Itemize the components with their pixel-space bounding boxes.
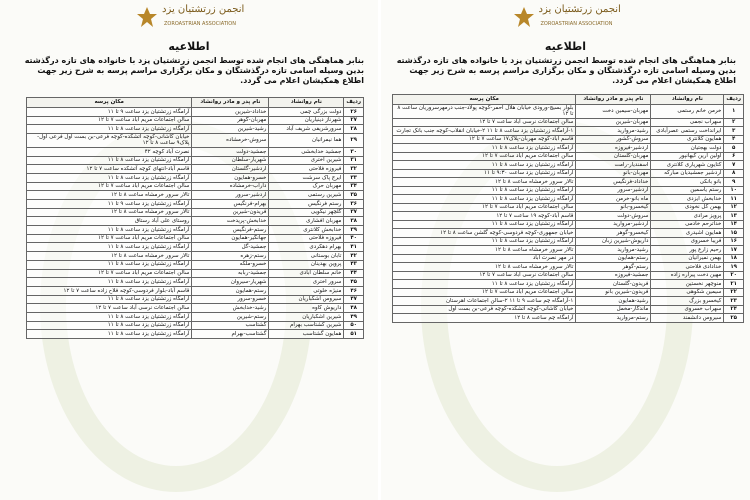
cell-name: بانو بانکی xyxy=(651,178,724,187)
cell-parent: گشتاسب-بهرام xyxy=(192,330,269,339)
cell-parent: خدابخش-پریدخت xyxy=(192,217,269,226)
cell-location: نصرت آباد کوچه ۴۲ xyxy=(27,147,192,156)
cell-location: سالن اجتماعات نرسی آباد ساعت ۷ تا ۱۲ xyxy=(27,304,192,313)
cell-parent: اسفندیار-رامت xyxy=(576,161,651,170)
cell-num: ۳۴ xyxy=(344,182,364,191)
col-header-location: مکان پرسه xyxy=(393,95,576,105)
cell-location: آرامگاه زرتشتیان یزد ساعت ۸ تا ۱۱ xyxy=(27,295,192,304)
cell-location: آرامگاه زرتشتیان یزد ساعت ۸ تا ۱۱ xyxy=(27,156,192,165)
cell-parent: سروش-خرمشاده xyxy=(192,134,269,148)
cell-location: روستای علی آباد رستاق xyxy=(27,217,192,226)
cell-name: سیروس دانشمند xyxy=(651,314,724,323)
cell-name: خرمن خانم رستمی xyxy=(651,105,724,119)
table-row xyxy=(27,252,364,261)
cell-parent: رستم-فرنگیس xyxy=(192,226,269,235)
notice-page-right xyxy=(381,0,750,500)
cell-name: خدادادی فلاحتی xyxy=(651,263,724,272)
cell-parent: خسرو-سرور xyxy=(192,295,269,304)
table-row xyxy=(27,269,364,278)
cell-name: شهرناز دینیاریان xyxy=(269,116,344,125)
cell-parent: رشید-همایون xyxy=(576,297,651,306)
cell-parent: جمشید-گل xyxy=(192,243,269,252)
cell-num: ۴۹ xyxy=(344,312,364,321)
table-row xyxy=(393,169,744,178)
cell-num: ۲۸ xyxy=(344,125,364,134)
table-row xyxy=(27,295,364,304)
cell-num: ۲۴ xyxy=(724,305,744,314)
cell-location: سالن اجتماعات مریم آباد ساعت ۷ تا ۱۲ xyxy=(27,182,192,191)
cell-num: ۹ xyxy=(724,178,744,187)
cell-location: تالار سرور خرمشاه ساعت ۸ تا ۱۲ xyxy=(27,252,192,261)
cell-name: رستم فرنگیس xyxy=(269,200,344,209)
table-row xyxy=(27,182,364,191)
cell-num: ۱۲ xyxy=(724,203,744,212)
table-row xyxy=(393,263,744,272)
cell-num: ۴۲ xyxy=(344,252,364,261)
association-logo xyxy=(511,3,621,39)
cell-name: رحیم زارع پور xyxy=(651,246,724,255)
cell-location: در مهر نصرت آباد xyxy=(393,254,576,263)
table-row xyxy=(27,217,364,226)
cell-location: سالن اجتماعات مریم آباد ساعت ۷ تا ۱۲ xyxy=(393,152,576,161)
cell-name: اردشیر جمشیدیان مبارکه xyxy=(651,169,724,178)
cell-name: بهرام دهکردی xyxy=(269,243,344,252)
cell-parent: رستم-همایون xyxy=(576,254,651,263)
cell-location: آرامگاه زرتشتیان یزد ساعت ۹:۳۰ تا ۱۱ xyxy=(393,169,576,178)
logo-subtext: ZOROASTRIAN ASSOCIATION xyxy=(164,21,236,27)
table-row xyxy=(27,173,364,182)
cell-num: ۲۱ xyxy=(724,280,744,289)
cell-num: ۵ xyxy=(724,144,744,153)
table-row xyxy=(393,237,744,246)
cell-parent: داراب-خرمشاده xyxy=(192,182,269,191)
col-header-num: ردیف xyxy=(344,98,364,108)
cell-name: خانم سلطان آبادی xyxy=(269,269,344,278)
cell-location: سالن اجتماعات مریم آباد ساعت ۷ تا ۱۲ xyxy=(27,116,192,125)
cell-location: قاسم آباد-انتهای کوچه آتشکده ساعت ۷ تا ۱۲ xyxy=(27,165,192,174)
table-row xyxy=(393,280,744,289)
cell-name: پرویز مرادی xyxy=(651,212,724,221)
table-row xyxy=(27,156,364,165)
table-row xyxy=(27,165,364,174)
cell-parent: سروش-کشور xyxy=(576,135,651,144)
cell-parent: شهریار-سیروان xyxy=(192,278,269,287)
cell-location: آرامگاه زرتشتیان یزد ساعت ۸ تا ۱۱ xyxy=(27,260,192,269)
cell-parent: جمشید-دولت xyxy=(192,147,269,156)
cell-parent: جمشید-ربابه xyxy=(192,269,269,278)
cell-location: آرامگاه زرتشتیان یزد ساعت ۸ تا ۱۱ xyxy=(27,330,192,339)
cell-parent: اردشیر-مروارید xyxy=(576,220,651,229)
cell-num: ۴۶ xyxy=(344,286,364,295)
cell-parent: رشید-خدابخش xyxy=(192,304,269,313)
deceased-table xyxy=(392,94,744,323)
cell-location: آرامگاه زرتشتیان یزد ساعت ۸ تا ۱۱ xyxy=(27,278,192,287)
cell-location: تالار سرور خرمشاه ساعت ۸ تا ۱۲ xyxy=(27,208,192,217)
cell-parent: رستم-همایون xyxy=(192,286,269,295)
cell-location: آرامگاه زرتشتیان یزد ساعت ۸ تا ۱۱ xyxy=(393,280,576,289)
cell-num: ۱۹ xyxy=(724,263,744,272)
table-row xyxy=(27,330,364,339)
cell-name: تابان بوستانی xyxy=(269,252,344,261)
table-row xyxy=(27,234,364,243)
cell-num: ۶ xyxy=(724,152,744,161)
cell-num: ۷ xyxy=(724,161,744,170)
table-row xyxy=(27,321,364,330)
cell-num: ۴۱ xyxy=(344,243,364,252)
table-row xyxy=(393,254,744,263)
cell-parent: ماندگار-مخمل xyxy=(576,305,651,314)
cell-location: قاسم آباد-کوچه مهربان-پلاک۱۷ ساعت ۷ تا ۱۲ xyxy=(393,135,576,144)
table-row xyxy=(393,105,744,119)
table-row xyxy=(27,312,364,321)
cell-num: ۴۳ xyxy=(344,260,364,269)
cell-parent: رستم-زهره xyxy=(192,252,269,261)
cell-name: اولین آرین کیهانپور xyxy=(651,152,724,161)
table-row xyxy=(393,186,744,195)
cell-location: ۱-آرامگاه زرتشتیان یزد ساعت ۸ تا ۱۱ ۲-خیابان انقلاب-کوچه جنب بانک تجارت xyxy=(393,127,576,136)
table-row xyxy=(27,147,364,156)
cell-location: تالار سرور خرمشاه ساعت ۸ تا ۱۲ xyxy=(393,178,576,187)
table-row xyxy=(393,152,744,161)
table-row xyxy=(27,226,364,235)
table-row xyxy=(393,178,744,187)
cell-num: ۱۰ xyxy=(724,186,744,195)
cell-num: ۲۶ xyxy=(344,108,364,117)
table-row xyxy=(27,134,364,148)
table-row xyxy=(393,161,744,170)
table-row xyxy=(393,297,744,306)
cell-parent: کیخسرو-گوهر xyxy=(576,229,651,238)
cell-parent: مهربان-گوهر xyxy=(192,116,269,125)
table-row xyxy=(27,286,364,295)
cell-location: سالن اجتماعات مریم آباد ساعت ۷ تا ۱۲ xyxy=(393,203,576,212)
table-header-row xyxy=(393,95,744,105)
table-row xyxy=(27,208,364,217)
table-row xyxy=(393,195,744,204)
table-row xyxy=(27,108,364,117)
cell-location: آرامگاه زرتشتیان یزد ساعت ۹ تا ۱۱ xyxy=(27,200,192,209)
cell-name: ایرج پاک سرشت xyxy=(269,173,344,182)
cell-parent: رشید-مروارید xyxy=(576,127,651,136)
cell-num: ۳ xyxy=(724,127,744,136)
cell-name: کیخسرو بزرگ xyxy=(651,297,724,306)
cell-name: سیمین شکوهی xyxy=(651,288,724,297)
table-row xyxy=(393,305,744,314)
cell-location: قاسم آباد-بلوار فردوسی-کوچه فلاح زاده ساعت ۷ تا ۱۲ xyxy=(27,286,192,295)
cell-parent: جمشید-فیروزه xyxy=(576,271,651,280)
cell-name: مهربان افشاری xyxy=(269,217,344,226)
cell-name: خدابخش کلانتری xyxy=(269,226,344,235)
col-header-parent: نام پدر و مادر روانشاد xyxy=(192,98,269,108)
cell-location: آرامگاه زرتشتیان یزد ساعت ۸ تا ۱۱ xyxy=(27,173,192,182)
cell-num: ۲۹ xyxy=(344,134,364,148)
cell-location: آرامگاه زرتشتیان یزد ساعت ۸ تا ۱۱ xyxy=(27,226,192,235)
cell-name: هما نیمرانیان xyxy=(269,134,344,148)
cell-parent: رستم-مروارید xyxy=(576,314,651,323)
col-header-name: نام روانشاد xyxy=(651,95,724,105)
cell-num: ۱۳ xyxy=(724,212,744,221)
cell-num: ۲۲ xyxy=(724,288,744,297)
table-row xyxy=(27,304,364,313)
cell-parent: داریوش-شیرین زبان xyxy=(576,237,651,246)
cell-name: گلچهر نیکویی xyxy=(269,208,344,217)
table-row xyxy=(393,127,744,136)
cell-name: مهین دخت پیراره زاده xyxy=(651,271,724,280)
cell-num: ۳۳ xyxy=(344,173,364,182)
cell-name: شیرین رستمی xyxy=(269,191,344,200)
col-header-num: ردیف xyxy=(724,95,744,105)
cell-num: ۳۲ xyxy=(344,165,364,174)
cell-parent: اردشیر-فیروزه xyxy=(576,144,651,153)
logo-emblem-icon xyxy=(511,5,537,31)
cell-num: ۱۱ xyxy=(724,195,744,204)
cell-name: بهمن نمیرانیان xyxy=(651,254,724,263)
cell-name: خدابخش ایزدی xyxy=(651,195,724,204)
cell-location: خیابان کاشانی-کوچه آتشکده-کوچه فرعی-بن بست اول xyxy=(393,305,576,314)
cell-parent: خسرو-همایون xyxy=(192,173,269,182)
cell-num: ۳۶ xyxy=(344,200,364,209)
cell-parent: رستم-شیرین xyxy=(192,312,269,321)
cell-location: آرامگاه زرتشتیان یزد ساعت ۹ تا ۱۱ xyxy=(27,108,192,117)
cell-location: آرامگاه زرتشتیان یزد ساعت ۸ تا ۱۱ xyxy=(27,125,192,134)
cell-num: ۳۱ xyxy=(344,156,364,165)
cell-num: ۵۱ xyxy=(344,330,364,339)
cell-parent: فریدون-شیرین xyxy=(192,208,269,217)
cell-name: داریوش کاوه xyxy=(269,304,344,313)
logo-subtext: ZOROASTRIAN ASSOCIATION xyxy=(540,21,613,27)
cell-parent: سروش-دولت xyxy=(576,212,651,221)
cell-parent: مهربان-گلستان xyxy=(576,152,651,161)
cell-location: تالار سرور خرمشاه ساعت ۸ تا ۱۲ xyxy=(27,191,192,200)
table-row xyxy=(27,191,364,200)
cell-name: خداترحم خادمی xyxy=(651,220,724,229)
cell-name: همایون کلانتری xyxy=(651,135,724,144)
cell-num: ۳۵ xyxy=(344,191,364,200)
cell-parent: مهربان-شیرین xyxy=(576,118,651,127)
cell-parent: مهربان-بانو xyxy=(576,169,651,178)
logo-text: انجمن زرتشتیان یزد xyxy=(162,4,245,15)
cell-parent: رستم-گوهر xyxy=(576,263,651,272)
cell-parent: شهریار-سلطان xyxy=(192,156,269,165)
cell-num: ۳۰ xyxy=(344,147,364,156)
cell-parent: خداداد-شیرین xyxy=(192,108,269,117)
cell-num: ۲۷ xyxy=(344,116,364,125)
table-row xyxy=(393,229,744,238)
cell-num: ۲۰ xyxy=(724,271,744,280)
logo-emblem-icon xyxy=(134,5,160,31)
cell-name: سیروس اشکباریان xyxy=(269,295,344,304)
cell-parent: بهرام-فرنگیس xyxy=(192,200,269,209)
cell-location: آرامگاه زرتشتیان یزد ساعت ۸ تا ۱۱ xyxy=(393,186,576,195)
deceased-table xyxy=(26,97,364,339)
cell-parent: اردشیر-گلستان xyxy=(192,165,269,174)
cell-parent: رشید-مروارید xyxy=(576,246,651,255)
cell-location: آرامگاه زرتشتیان یزد ساعت ۸ تا ۱۱ xyxy=(393,144,576,153)
cell-name: فیروزه فلاحتی xyxy=(269,234,344,243)
cell-location: خیابان جمهوری-کوچه فردوسی-کوچه گلشن ساعت ۸ تا ۱۲ xyxy=(393,229,576,238)
cell-name: سرور اختری xyxy=(269,278,344,287)
table-row xyxy=(27,116,364,125)
intro-text: بنابر هماهنگی های انجام شده توسط انجمن زرتشتیان یزد با خانواده های تازه درگذشته بدین وسیله اسامی تازه درگذشتگان و مکان برگزاری مراسم پرسه به شرح زیر جهت اطلاع همکیشان اعلام می گردد. xyxy=(396,56,736,85)
cell-location: قاسم آباد-کوچه ۱۹ ساعت ۷ تا ۱۲ xyxy=(393,212,576,221)
cell-num: ۳۸ xyxy=(344,217,364,226)
cell-num: ۴۴ xyxy=(344,269,364,278)
table-row xyxy=(393,246,744,255)
table-row xyxy=(393,220,744,229)
cell-parent: فریدون-گلستان xyxy=(576,280,651,289)
table-row xyxy=(393,144,744,153)
page-title: اطلاعیه xyxy=(168,40,210,53)
cell-name: همایون گشتاسب xyxy=(269,330,344,339)
cell-parent: خداداد-فرنگیس xyxy=(576,178,651,187)
cell-location: آرامگاه زرتشتیان یزد ساعت ۸ تا ۱۱ xyxy=(393,220,576,229)
cell-location: آرامگاه زرتشتیان یزد ساعت ۸ تا ۱۱ xyxy=(393,161,576,170)
cell-parent: کیخسرو-بانو xyxy=(576,203,651,212)
table-row xyxy=(393,135,744,144)
table-row xyxy=(27,200,364,209)
table-row xyxy=(393,271,744,280)
table-row xyxy=(27,125,364,134)
cell-name: جمشید خدابخشی xyxy=(269,147,344,156)
cell-name: سرورشریفی شریف آباد xyxy=(269,125,344,134)
cell-name: شیرین اشکباریان xyxy=(269,312,344,321)
cell-num: ۸ xyxy=(724,169,744,178)
cell-parent: جهانگیر-همایون xyxy=(192,234,269,243)
cell-name: بهمن کل نخودی xyxy=(651,203,724,212)
cell-name: شیرین اختری xyxy=(269,156,344,165)
cell-name: کتایون شهریاری کلانتری xyxy=(651,161,724,170)
col-header-parent: نام پدر و مادر روانشاد xyxy=(576,95,651,105)
cell-name: منیژه خلوتی xyxy=(269,286,344,295)
cell-location: ۱-آرامگاه چم ساعت ۹ تا ۱۱ ۲-سالن اجتماعات اهرستان xyxy=(393,297,576,306)
cell-parent: مهربان-سیمین دخت xyxy=(576,105,651,119)
cell-parent: اردشیر-سرور xyxy=(192,191,269,200)
table-row xyxy=(393,314,744,323)
cell-num: ۵۰ xyxy=(344,321,364,330)
cell-parent: رشید-شیرین xyxy=(192,125,269,134)
association-logo xyxy=(134,3,244,39)
cell-location: آرامگاه زرتشتیان یزد ساعت ۸ تا ۱۱ xyxy=(27,312,192,321)
cell-name: سهراب خسروی xyxy=(651,305,724,314)
cell-location: سالن اجتماعات نرسی آباد ساعت ۷ تا ۱۲ xyxy=(393,271,576,280)
table-row xyxy=(393,203,744,212)
cell-num: ۴۷ xyxy=(344,295,364,304)
cell-num: ۳۹ xyxy=(344,226,364,235)
cell-location: سالن اجتماعات مریم آباد ساعت ۷ تا ۱۲ xyxy=(27,234,192,243)
cell-num: ۴۵ xyxy=(344,278,364,287)
cell-name: سهراب نجمی xyxy=(651,118,724,127)
cell-num: ۱۸ xyxy=(724,254,744,263)
cell-name: شیرین کشتاسب بهرام xyxy=(269,321,344,330)
cell-name: فیروزه فلاحتی xyxy=(269,165,344,174)
table-row xyxy=(393,288,744,297)
table-row xyxy=(393,118,744,127)
cell-location: آرامگاه زرتشتیان یزد ساعت ۸ تا ۱۱ xyxy=(27,321,192,330)
cell-location: بلوار بسیج-ورودی خیابان هلال احمر-کوچه پولاد-جنب درمهرسروریان ساعت ۸ تا ۱۲ xyxy=(393,105,576,119)
cell-name: فریبا خسروی xyxy=(651,237,724,246)
cell-parent: اردشیر-سرور xyxy=(576,186,651,195)
table-row xyxy=(27,260,364,269)
col-header-name: نام روانشاد xyxy=(269,98,344,108)
cell-num: ۲۳ xyxy=(724,297,744,306)
cell-parent: فریدون-شیرین بانو xyxy=(576,288,651,297)
cell-parent: گشتاسب xyxy=(192,321,269,330)
table-header-row xyxy=(27,98,364,108)
intro-text: بنابر هماهنگی های انجام شده توسط انجمن زرتشتیان یزد با خانواده های تازه درگذشته بدین وسیله اسامی تازه درگذشتگان و مکان برگزاری مراسم پرسه به شرح زیر جهت اطلاع همکیشان اعلام می گردد. xyxy=(24,56,364,85)
cell-name: دولت بهجتیان xyxy=(651,144,724,153)
page-title: اطلاعیه xyxy=(544,40,587,53)
cell-name: مهربان حرک xyxy=(269,182,344,191)
cell-location: سالن اجتماعات مریم آباد ساعت ۷ تا ۱۲ xyxy=(27,269,192,278)
cell-location: تالار سرور خرمشاه ساعت ۸ تا ۱۲ xyxy=(393,246,576,255)
cell-location: سالن اجتماعات نرسی آباد ساعت ۷ تا ۱۲ xyxy=(393,118,576,127)
cell-num: ۱۵ xyxy=(724,229,744,238)
cell-num: ۱۶ xyxy=(724,237,744,246)
cell-parent: خسرو-ملکه xyxy=(192,260,269,269)
cell-num: ۴ xyxy=(724,135,744,144)
cell-name: منوچهر نخستین xyxy=(651,280,724,289)
cell-name: ایرانداخت رستمی عصرآبادی xyxy=(651,127,724,136)
cell-num: ۲ xyxy=(724,118,744,127)
table-row xyxy=(27,278,364,287)
cell-location: آرامگاه زرتشتیان یزد ساعت ۸ تا ۱۱ xyxy=(27,243,192,252)
table-row xyxy=(393,212,744,221)
cell-num: ۴۰ xyxy=(344,234,364,243)
cell-location: خیابان کاشانی-کوچه آتشکده-کوچه فرعی-بن بست اول فرعی اول-پلاک۹ ساعت ۸ تا ۱۲ xyxy=(27,134,192,148)
cell-location: سالن اجتماعات مریم آباد ساعت ۷ تا ۱۲ xyxy=(393,288,576,297)
logo-text: انجمن زرتشتیان یزد xyxy=(538,4,621,15)
col-header-location: مکان پرسه xyxy=(27,98,192,108)
cell-num: ۱ xyxy=(724,105,744,119)
cell-parent: ماه بانو-خرمن xyxy=(576,195,651,204)
cell-location: آرامگاه زرتشتیان یزد ساعت ۸ تا ۱۱ xyxy=(393,195,576,204)
cell-num: ۳۷ xyxy=(344,208,364,217)
cell-name: همایون اشیدری xyxy=(651,229,724,238)
cell-num: ۱۴ xyxy=(724,220,744,229)
cell-num: ۲۵ xyxy=(724,314,744,323)
table-row xyxy=(27,243,364,252)
cell-num: ۱۷ xyxy=(724,246,744,255)
cell-num: ۴۸ xyxy=(344,304,364,313)
cell-name: دولت بزرگی چمی xyxy=(269,108,344,117)
cell-name: رستم یاسمین xyxy=(651,186,724,195)
cell-location: تالار سرور خرمشاه ساعت ۸ تا ۱۲ xyxy=(393,263,576,272)
cell-name: پروین بهدینان xyxy=(269,260,344,269)
cell-location: آرامگاه چم ساعت ۸ تا ۱۲ xyxy=(393,314,576,323)
cell-location: آرامگاه زرتشتیان یزد ساعت ۸ تا ۱۱ xyxy=(393,237,576,246)
